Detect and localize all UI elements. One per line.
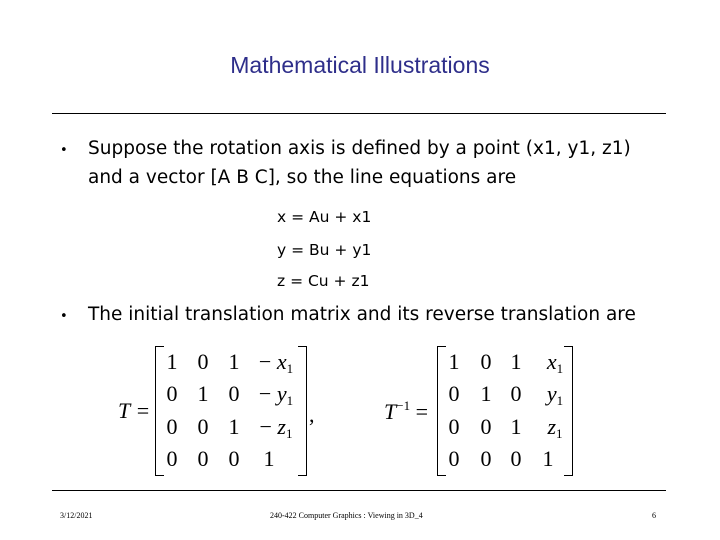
- bullet-1-line-1: Suppose the rotation axis is defined by a point (x1, y1, z1): [88, 138, 631, 159]
- matrix-cell: $z_1$: [547, 414, 563, 441]
- equation-x: x = Au + x1: [277, 208, 372, 226]
- label-equals: =: [415, 399, 429, 424]
- slide-title: Mathematical Illustrations: [230, 52, 490, 78]
- matrix-cell: 0: [448, 381, 460, 406]
- equation-y: y = Bu + y1: [277, 241, 372, 259]
- matrix-cell: 1: [480, 381, 492, 406]
- footer-page-number: 6: [652, 511, 656, 520]
- equation-z: z = Cu + z1: [277, 272, 370, 290]
- matrix-cell: 0: [510, 381, 522, 406]
- matrix-cell: 1: [197, 381, 209, 406]
- bullet-marker: •: [60, 309, 68, 324]
- matrix-cell: 0: [480, 446, 492, 471]
- matrix-separator: ,: [309, 402, 315, 427]
- matrix-cell: 0: [480, 349, 492, 374]
- label-superscript: −1: [396, 398, 411, 413]
- matrix-cell: 0: [166, 414, 178, 439]
- reverse-translation-matrix: [437, 346, 573, 476]
- matrix-cell: 0: [480, 414, 492, 439]
- matrix-cell: 1: [166, 349, 178, 374]
- bullet-1-line-2: and a vector [A B C], so the line equations are: [88, 167, 517, 188]
- matrix-cell: 0: [197, 349, 209, 374]
- matrix-cell: 1: [263, 446, 275, 471]
- matrix-cell: 0: [448, 446, 460, 471]
- matrix-cell: 0: [197, 446, 209, 471]
- bullet-2-line-1: The initial translation matrix and its reverse translation are: [88, 304, 636, 325]
- title-divider: [52, 113, 666, 114]
- matrix-cell: − $x_1$: [258, 349, 294, 376]
- footer-course: 240-422 Computer Graphics : Viewing in 3D_4: [270, 511, 423, 520]
- matrix-cell: − $y_1$: [258, 381, 294, 408]
- bullet-marker: •: [60, 143, 68, 158]
- matrix-cell: 0: [166, 381, 178, 406]
- footer-date: 3/12/2021: [60, 511, 93, 520]
- matrix-cell: 0: [166, 446, 178, 471]
- matrix-cell: 1: [228, 349, 240, 374]
- matrix-cell: 0: [228, 381, 240, 406]
- label-base: T: [384, 399, 397, 424]
- right-bracket: [298, 346, 307, 476]
- matrix-cell: 1: [510, 414, 522, 439]
- matrix-t-label: T =: [118, 398, 151, 423]
- matrix-cell: 0: [197, 414, 209, 439]
- matrix-cell: 0: [448, 414, 460, 439]
- footer-divider: [52, 490, 666, 491]
- matrix-cell: 1: [228, 414, 240, 439]
- matrix-cell: $y_1$: [546, 381, 564, 408]
- matrix-cell: 1: [448, 349, 460, 374]
- matrix-t-inverse-label: [384, 398, 428, 425]
- matrix-cell: 1: [510, 349, 522, 374]
- matrix-cell: − $z_1$: [259, 414, 293, 441]
- translation-matrix: [155, 346, 307, 476]
- matrix-cell: 0: [228, 446, 240, 471]
- matrix-cell: 0: [510, 446, 522, 471]
- matrix-cell: $x_1$: [546, 349, 564, 376]
- matrix-cell: 1: [542, 446, 554, 471]
